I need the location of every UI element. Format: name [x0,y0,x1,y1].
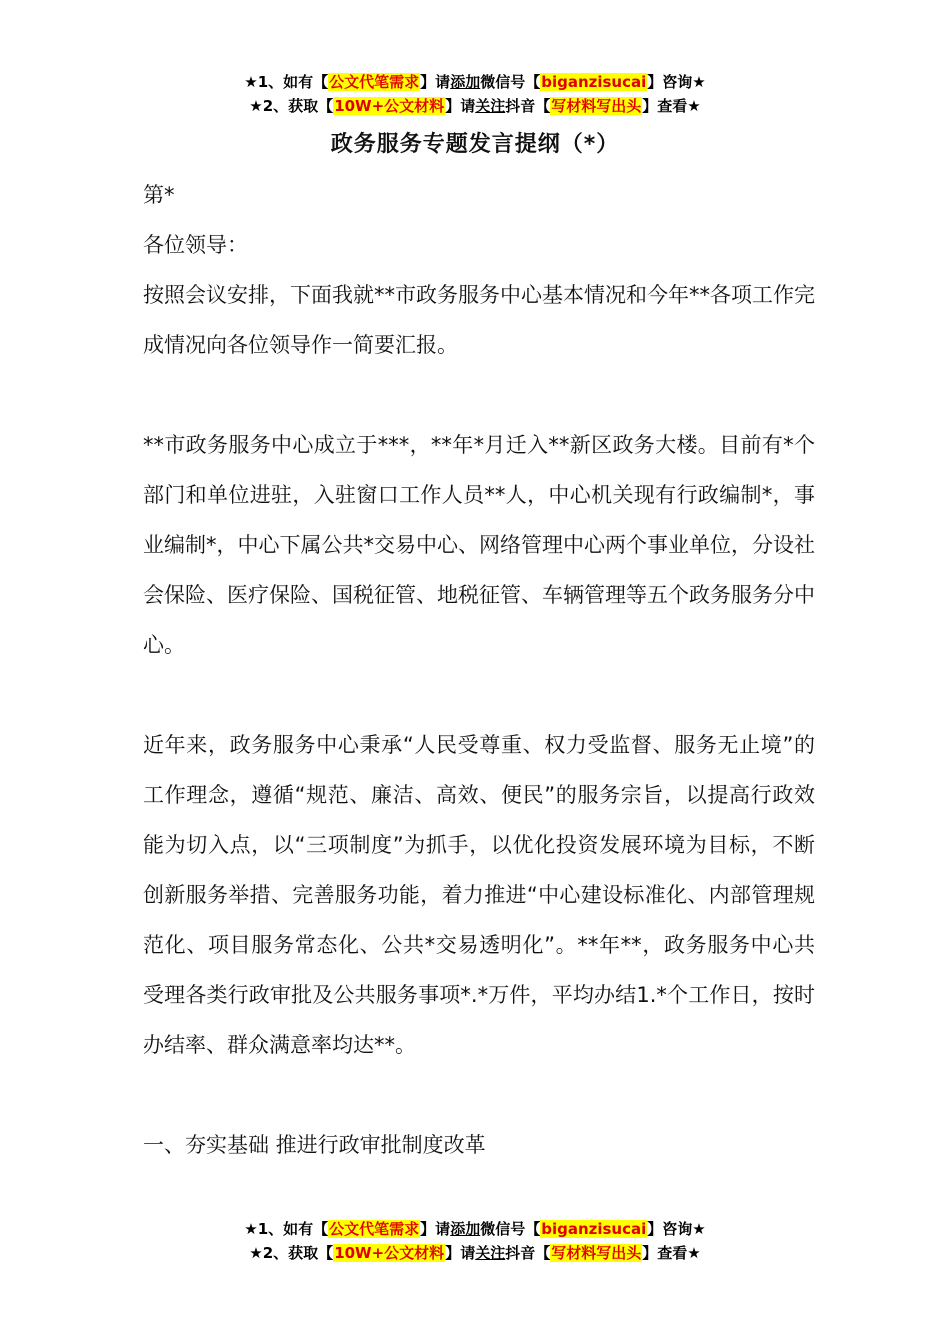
banner-emphasis: 关注 [475,97,506,115]
paragraph-salutation: 各位领导： [143,233,248,257]
paragraph-center-overview: **市政务服务中心成立于***，**年*月迁入**新区政务大楼。目前有*个部门和单位进驻，入驻窗口工作人员**人，中心机关现有行政编制*，事业编制*，中心下属公共*交易中心、网络管理中心两个事业单位，分设社会保险、医疗保险、国税征管、地税征管、车辆管理等五个政务服务分中心。 [143,433,815,657]
banner-line-2 [0,94,950,118]
banner-text: 微信号【 [480,73,541,91]
banner-highlight: 写材料写出头 [551,97,642,115]
section-heading-1: 一、夯实基础 推进行政审批制度改革 [143,1133,486,1157]
document-body [143,170,815,1170]
banner-text: 】查看★ [642,97,701,115]
banner-text: ★1、如有【 [244,73,329,91]
paragraph-spacer [143,670,815,720]
banner-text: ★2、获取【 [249,97,334,115]
document-title: 政务服务专题发言提纲（*） [330,132,620,157]
banner-highlight: 10W+公文材料 [334,97,445,115]
header-banner [0,70,950,118]
banner-emphasis: 添加 [450,1220,481,1238]
banner-highlight: biganzisucai [541,1220,647,1238]
banner-text: 微信号【 [480,1220,541,1238]
banner-highlight: 公文代笔需求 [329,73,420,91]
banner-text: 】查看★ [642,1244,701,1262]
banner-text: ★2、获取【 [249,1244,334,1262]
banner-text: 】请 [420,1220,451,1238]
banner-text: 】咨询★ [647,1220,706,1238]
banner-text: 】请 [445,97,476,115]
banner-highlight: 10W+公文材料 [334,1244,445,1262]
paragraph-spacer [143,370,815,420]
banner-text: 】请 [420,73,451,91]
banner-highlight: 公文代笔需求 [329,1220,420,1238]
banner-line-1 [0,70,950,94]
banner-emphasis: 关注 [475,1244,506,1262]
footer-banner [0,1217,950,1265]
paragraph-spacer [143,1070,815,1120]
paragraph-recent-work: 近年来，政务服务中心秉承“人民受尊重、权力受监督、服务无止境”的工作理念，遵循“规范、廉洁、高效、便民”的服务宗旨，以提高行政效能为切入点，以“三项制度”为抓手，以优化投资发展环境为目标，不断创新服务举措、完善服务功能，着力推进“中心建设标准化、内部管理规范化、项目服务常态化、公共*交易透明化”。**年**，政务服务中心共受理各类行政审批及公共服务事项*.*万件，平均办结1.*个工作日，按时办结率、群众满意率均达**。 [143,733,815,1057]
banner-emphasis: 添加 [450,73,481,91]
banner-text: 抖音【 [505,1244,551,1262]
banner-text: 】咨询★ [647,73,706,91]
paragraph-section-number: 第* [143,183,175,207]
banner-highlight: 写材料写出头 [551,1244,642,1262]
banner-line-1 [0,1217,950,1241]
banner-line-2 [0,1241,950,1265]
paragraph-intro: 按照会议安排，下面我就**市政务服务中心基本情况和今年**各项工作完成情况向各位领导作一简要汇报。 [143,283,815,357]
banner-text: ★1、如有【 [244,1220,329,1238]
banner-text: 抖音【 [505,97,551,115]
banner-text: 】请 [445,1244,476,1262]
banner-highlight: biganzisucai [541,73,647,91]
